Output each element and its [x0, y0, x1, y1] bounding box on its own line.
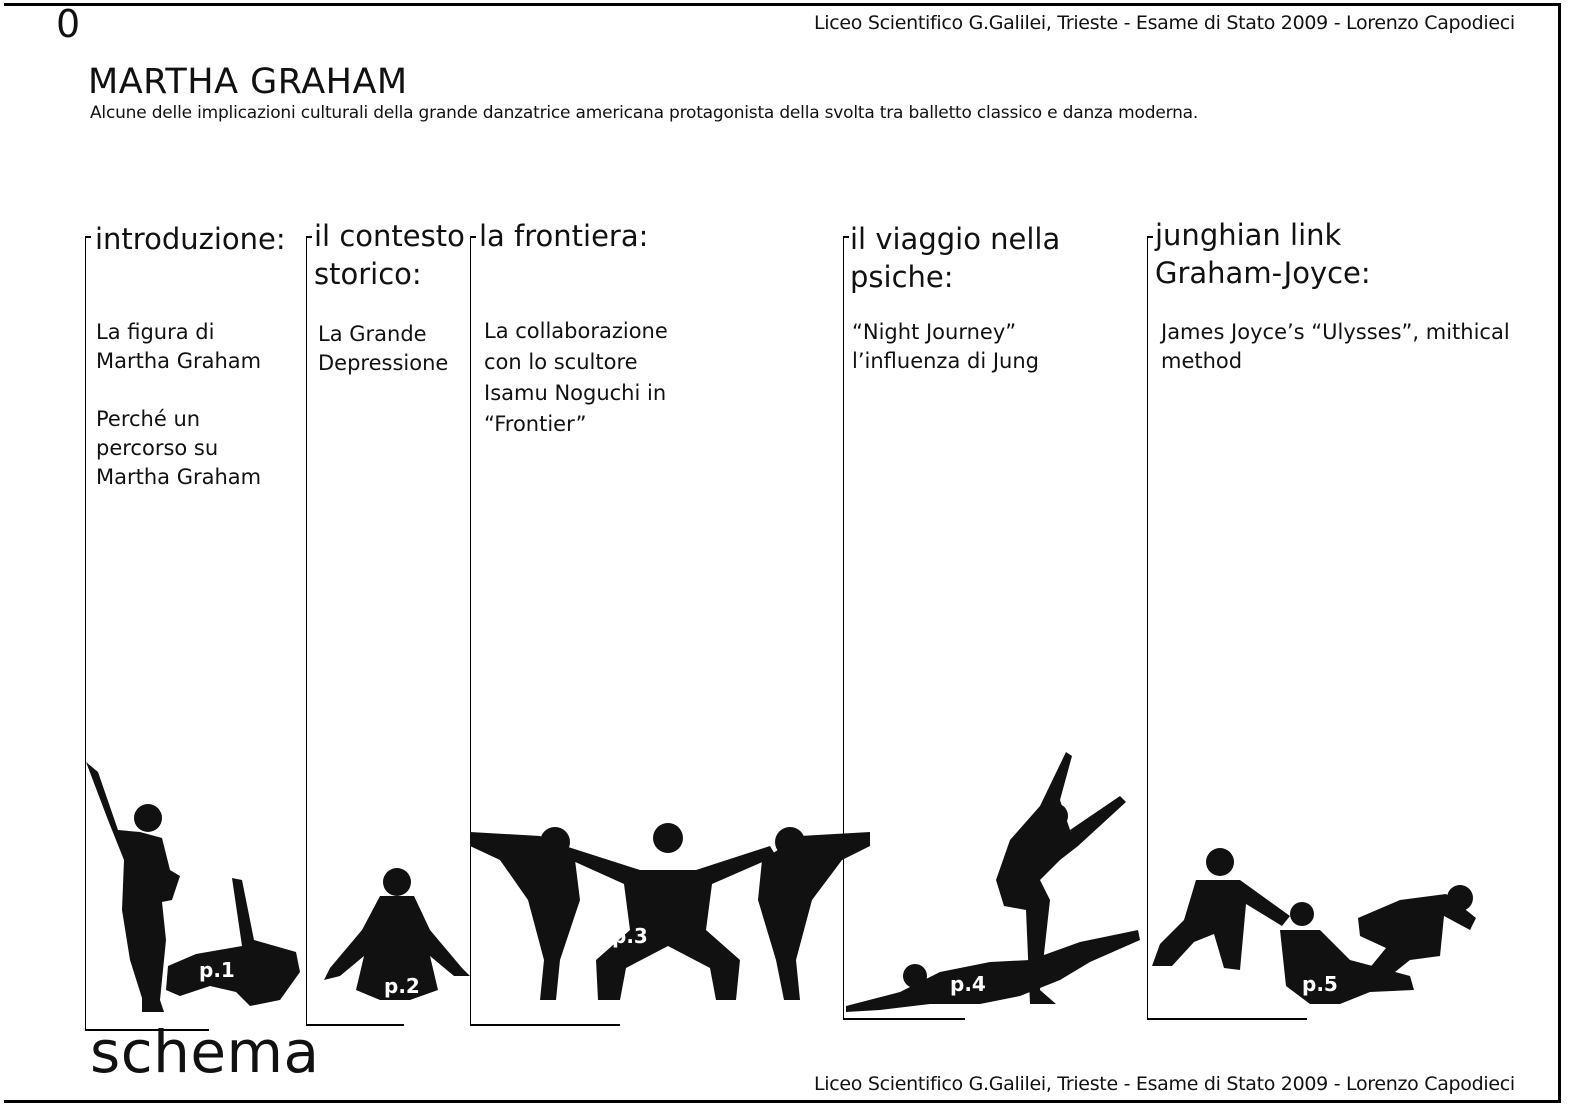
column-2-heading-line-1: il contesto [314, 219, 465, 253]
schema-label: schema [90, 1018, 320, 1086]
page-subtitle: Alcune delle implicazioni culturali della grande danzatrice americana protagonista della svolta tra balletto classico e danza moderna. [90, 103, 1199, 123]
dancer-silhouette-3 [470, 823, 870, 1000]
page-ref-4[interactable]: p.4 [950, 972, 986, 996]
column-2-text-1: La Grande Depressione [318, 322, 449, 375]
column-4-heading-line-1: il viaggio nella [850, 222, 1061, 256]
column-3-text-1: La collaborazione con lo scultore Isamu Noguchi in “Frontier” [484, 319, 668, 436]
column-5-heading-line-2: Graham-Joyce: [1155, 256, 1371, 290]
column-4-text-1: “Night Journey” l’influenza di Jung [852, 320, 1039, 373]
page-ref-1[interactable]: p.1 [199, 958, 235, 982]
footer-credit: Liceo Scientifico G.Galilei, Trieste - Esame di Stato 2009 - Lorenzo Capodieci [814, 1073, 1515, 1095]
column-5-heading-line-1: junghian link [1155, 218, 1342, 252]
header-credit: Liceo Scientifico G.Galilei, Trieste - Esame di Stato 2009 - Lorenzo Capodieci [814, 12, 1515, 34]
page-ref-5[interactable]: p.5 [1302, 972, 1338, 996]
column-2-heading-line-2: storico: [314, 257, 422, 291]
column-5-text-1: James Joyce’s “Ulysses”, mithical method [1161, 320, 1510, 373]
page-title: MARTHA GRAHAM [88, 62, 408, 102]
dancer-silhouette-4 [846, 752, 1140, 1012]
column-4-heading-line-2: psiche: [850, 260, 954, 294]
page-ref-2[interactable]: p.2 [384, 974, 420, 998]
column-1-text-2: Perché un percorso su Martha Graham [96, 407, 262, 489]
column-1-heading-line: introduzione: [95, 222, 286, 256]
column-3-heading-line: la frontiera: [479, 219, 649, 253]
dancer-silhouette-1 [86, 762, 300, 1012]
page-ref-3[interactable]: p.3 [612, 924, 648, 948]
column-1-text-1: La figura di Martha Graham [96, 320, 262, 373]
page-number: 0 [56, 2, 81, 46]
